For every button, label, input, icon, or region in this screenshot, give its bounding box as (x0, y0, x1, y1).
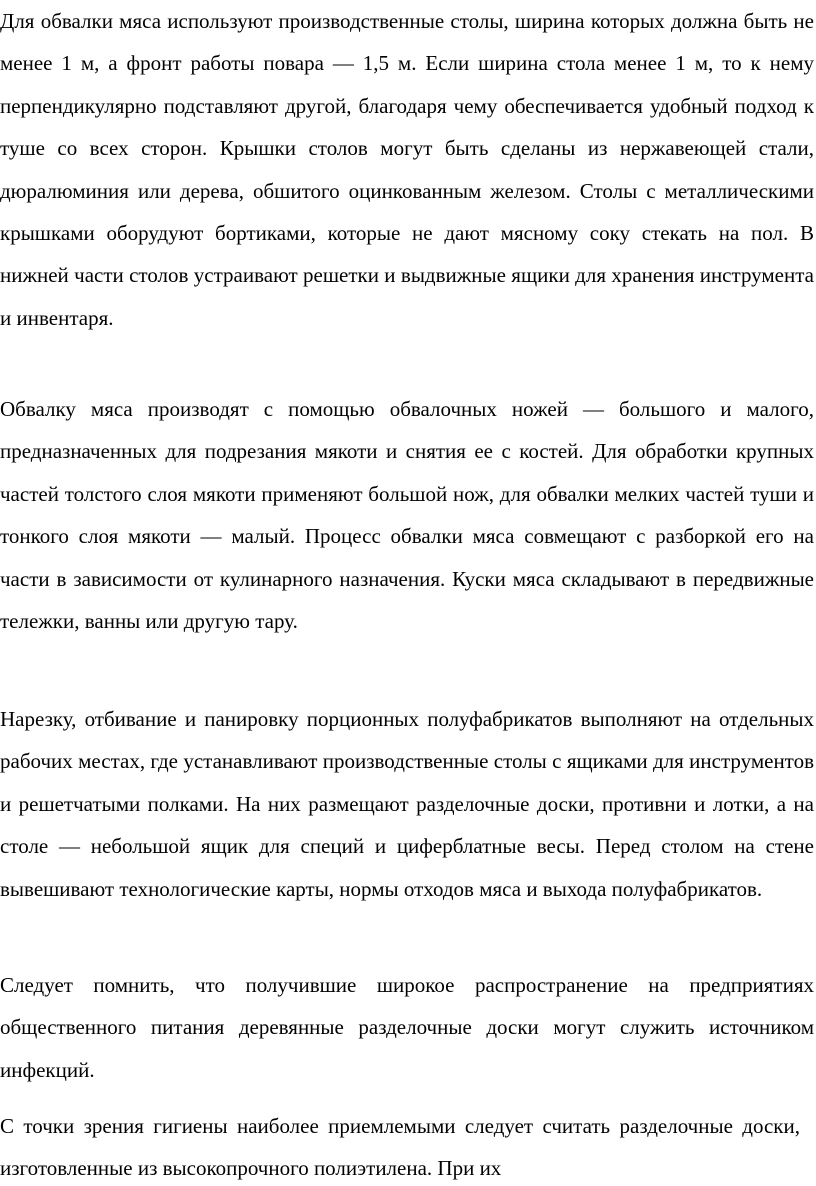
paragraph-polyethylene-boards: С точки зрения гигиены наиболее приемлемыми следует считать разделочные доски, изготовленные из высокопрочного полиэтилена. При их (0, 1114, 800, 1181)
paragraph-boning-knives: Обвалку мяса производят с помощью обвалочных ножей — большого и малого, предназначенных для подрезания мякоти и снятия ее с костей. Для обработки крупных частей толстого слоя мякоти применяют большой нож, для обвалки мелких частей туши и тонкого слоя мякоти — малый. Процесс обвалки мяса совмещают с разборкой его на части в зависимости от кулинарного назначения. Куски мяса складывают в передвижные тележки, ванны или другую тару. (0, 397, 814, 634)
paragraph-table-requirements: Для обвалки мяса используют производственные столы, ширина которых должна быть не менее 1 м, а фронт работы повара — 1,5 м. Если ширина стола менее 1 м, то к нему перпендикулярно подставляют другой, благодаря чему обеспечивается удобный подход к туше со всех сторон. Крышки столов могут быть сделаны из нержавеющей стали, дюралюминия или дерева, обшитого оцинкованным железом. Столы с металлическими крышками оборудуют бортиками, которые не дают мясному соку стекать на пол. В нижней части столов устраивают решетки и выдвижные ящики для хранения инструмента и инвентаря. (0, 9, 814, 330)
paragraph-portion-workplaces: Нарезку, отбивание и панировку порционных полуфабрикатов выполняют на отдельных рабочих местах, где устанавливают производственные столы с ящиками для инструментов и решетчатыми полками. На них размещают разделочные доски, противни и лотки, а на столе — небольшой ящик для специй и циферблатные весы. Перед столом на стене вывешивают технологические карты, нормы отходов мяса и выхода полуфабрикатов. (0, 707, 814, 901)
paragraph-wooden-boards-warning: Следует помнить, что получившие широкое распространение на предприятиях общественного питания деревянные разделочные доски могут служить источником инфекций. (0, 973, 814, 1082)
